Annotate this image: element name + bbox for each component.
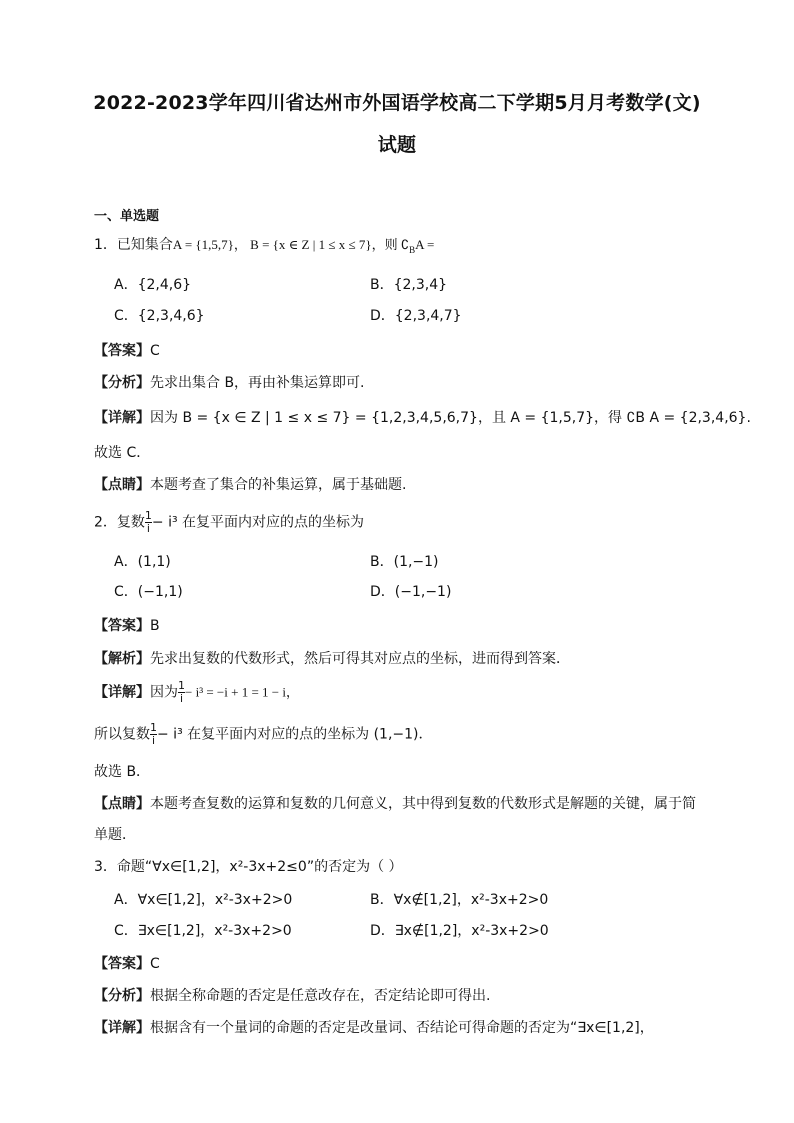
- q1-detail: 【详解】因为 B = {x ∈ Z | 1 ≤ x ≤ 7} = {1,2,3,4,5,6,7}，且 A = {1,5,7}，得 ∁B A = {2,3,4,6}.: [94, 410, 751, 426]
- title-line-1: 2022-2023学年四川省达州市外国语学校高二下学期5月月考数学(文): [93, 92, 701, 114]
- q2-comment: 【点睛】本题考查复数的运算和复数的几何意义，其中得到复数的代数形式是解题的关键，属于简: [94, 796, 696, 812]
- q3-analysis: 【分析】根据全称命题的否定是任意改存在，否定结论即可得出.: [94, 988, 491, 1004]
- q1-answer: 【答案】C: [94, 343, 160, 359]
- q3-option-d: D．∃x∉[1,2]，x²-3x+2>0: [370, 923, 549, 939]
- q2-answer: 【答案】B: [94, 618, 160, 634]
- q2-analysis: 【解析】先求出复数的代数形式，然后可得其对应点的坐标，进而得到答案．: [94, 651, 570, 667]
- q3-answer: 【答案】C: [94, 956, 160, 972]
- q3-option-c: C．∃x∈[1,2]，x²-3x+2>0: [114, 923, 292, 939]
- q2-detail: 【详解】因为 $\frac{1}{i}$ − i³ = −i + 1 = 1 − i，: [94, 679, 299, 705]
- q2-option-d: D．(−1,−1): [370, 584, 452, 600]
- q1-option-b: B．{2,3,4}: [370, 277, 448, 293]
- q1-option-c: C．{2,3,4,6}: [114, 308, 205, 324]
- q2-option-a: A．(1,1): [114, 554, 171, 570]
- q3-option-a: A．∀x∈[1,2]，x²-3x+2>0: [114, 892, 293, 908]
- q1-stem: 1．已知集合A = {1,5,7}， B = {x ∈ Z | 1 ≤ x ≤ 7}，则 $∁_BA$ =: [94, 237, 435, 255]
- q1-conclusion: 故选 C．: [94, 445, 151, 461]
- q2-conclusion: 故选 B．: [94, 764, 151, 780]
- q2-option-c: C．(−1,1): [114, 584, 183, 600]
- q2-detail-line2: 所以复数 $\frac{1}{i}$ − i³ 在复平面内对应的点的坐标为 (1,−1)．: [94, 721, 433, 747]
- q2-stem: 2．复数 $\frac{1}{i}$ − i³ 在复平面内对应的点的坐标为: [94, 509, 365, 535]
- q3-detail: 【详解】根据含有一个量词的命题的否定是改量词、否结论可得命题的否定为“∃x∈[1,2]，: [94, 1020, 654, 1036]
- q1-analysis: 【分析】先求出集合 B，再由补集运算即可.: [94, 375, 365, 391]
- title-line-2: 试题: [377, 134, 417, 156]
- q2-comment-line2: 单题．: [94, 827, 136, 843]
- section-heading: 一、单选题: [94, 209, 160, 224]
- q1-option-d: D．{2,3,4,7}: [370, 308, 462, 324]
- q1-option-a: A．{2,4,6}: [114, 277, 192, 293]
- q3-option-b: B．∀x∉[1,2]，x²-3x+2>0: [370, 892, 549, 908]
- q3-stem: 3．命题“∀x∈[1,2]，x²-3x+2≤0”的否定为（ ）: [94, 859, 403, 875]
- q1-comment: 【点睛】本题考查了集合的补集运算，属于基础题.: [94, 477, 407, 493]
- q2-option-b: B．(1,−1): [370, 554, 439, 570]
